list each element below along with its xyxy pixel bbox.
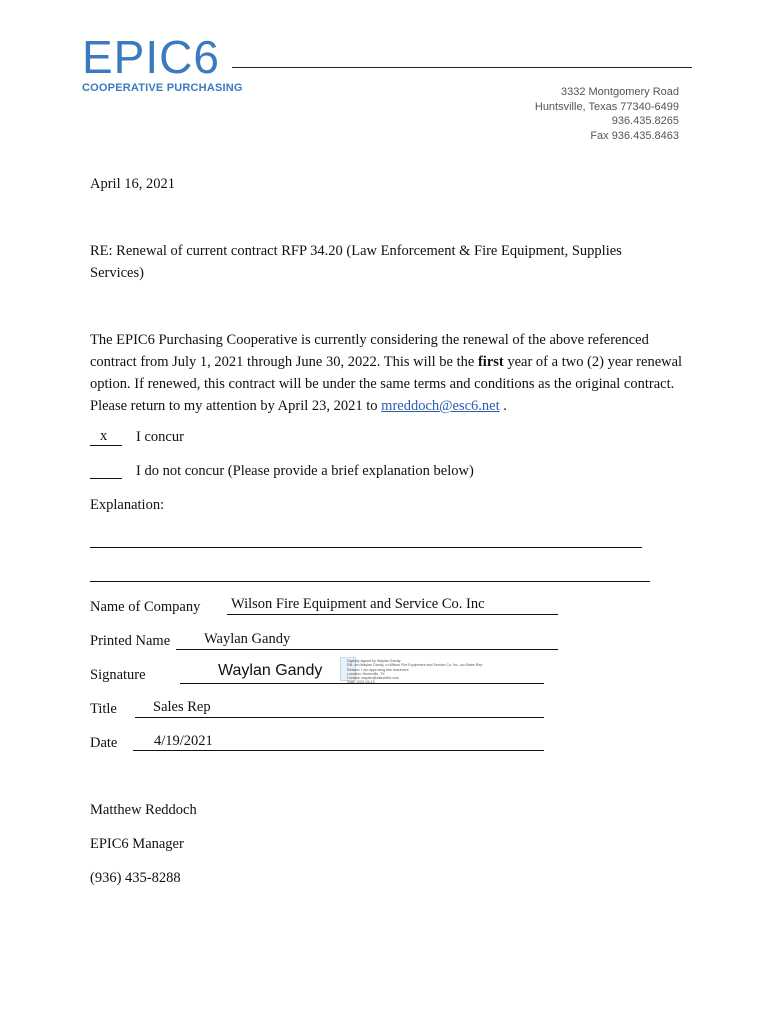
- company-label: Name of Company: [90, 599, 201, 615]
- signature-value: Waylan Gandy: [218, 662, 323, 679]
- closing-phone: (936) 435-8288: [90, 870, 181, 886]
- stamp-line: Contact: waylan@wilsonfire.com: [347, 676, 399, 681]
- logo-subtitle: COOPERATIVE PURCHASING: [82, 82, 243, 94]
- explanation-line-1[interactable]: [90, 547, 642, 548]
- printed-name-value: Waylan Gandy: [204, 631, 291, 647]
- address-fax: Fax 936.435.8463: [590, 129, 679, 142]
- body-end: .: [499, 398, 507, 414]
- logo-wordmark: EPIC6: [82, 31, 220, 83]
- concur-line: [90, 445, 122, 446]
- stamp-line: DN: cn=Waylan Gandy, o=Wilson Fire Equipment and Service Co. Inc, ou=Sales Rep: [347, 663, 483, 668]
- stamp-line: Location: Huntsville, TX: [347, 671, 385, 676]
- email-link[interactable]: mreddoch@esc6.net: [381, 398, 500, 414]
- explanation-line-2[interactable]: [90, 581, 650, 582]
- stamp-line: Reason: I am approving this document: [347, 667, 409, 672]
- signature-line[interactable]: [180, 683, 544, 684]
- re-line-2: Services): [90, 265, 144, 281]
- date-line[interactable]: [133, 750, 544, 751]
- printed-name-label: Printed Name: [90, 633, 171, 649]
- date-value: 4/19/2021: [154, 733, 213, 749]
- company-value: Wilson Fire Equipment and Service Co. Inc: [231, 596, 485, 612]
- header-rule: [232, 67, 692, 68]
- date-label: Date: [90, 735, 118, 751]
- closing-title: EPIC6 Manager: [90, 836, 184, 852]
- printed-name-line[interactable]: [176, 649, 558, 650]
- body-bold: first: [477, 354, 504, 370]
- re-line: [90, 240, 680, 284]
- address-street: 3332 Montgomery Road: [560, 86, 679, 98]
- body-part-1: The EPIC6 Purchasing Cooperative is currently considering the renewal of the above referenced contract from July 1, 2021 through June 30, 2022. This will be the: [90, 332, 649, 370]
- signature-stamp: [347, 659, 483, 685]
- letter-date: April 16, 2021: [90, 176, 175, 192]
- not-concur-label: I do not concur (Please provide a brief explanation below): [136, 463, 474, 479]
- concur-mark[interactable]: x: [100, 428, 108, 444]
- address-phone: 936.435.8265: [611, 115, 679, 127]
- title-value: Sales Rep: [153, 699, 211, 715]
- signature-label: Signature: [90, 667, 146, 683]
- letter-body: [90, 329, 690, 417]
- stamp-line: Digitally signed by Waylan Gandy: [347, 659, 401, 663]
- closing-name: Matthew Reddoch: [90, 802, 197, 818]
- explanation-label: Explanation:: [90, 497, 165, 513]
- title-line[interactable]: [135, 717, 544, 718]
- title-label: Title: [90, 701, 117, 717]
- not-concur-line[interactable]: [90, 478, 122, 479]
- company-line[interactable]: [227, 614, 558, 615]
- address-city: Huntsville, Texas 77340-6499: [534, 100, 679, 113]
- concur-label: I concur: [136, 429, 184, 445]
- re-line-1: RE: Renewal of current contract RFP 34.20 (Law Enforcement & Fire Equipment, Supplies: [90, 243, 622, 259]
- body-part-2: year of a two (2) year renewal option. If renewed, this contract will be under the same terms and conditions as the original contract. Please return to my attention by April 23, 2021 to: [90, 354, 683, 414]
- address-block: [535, 85, 679, 143]
